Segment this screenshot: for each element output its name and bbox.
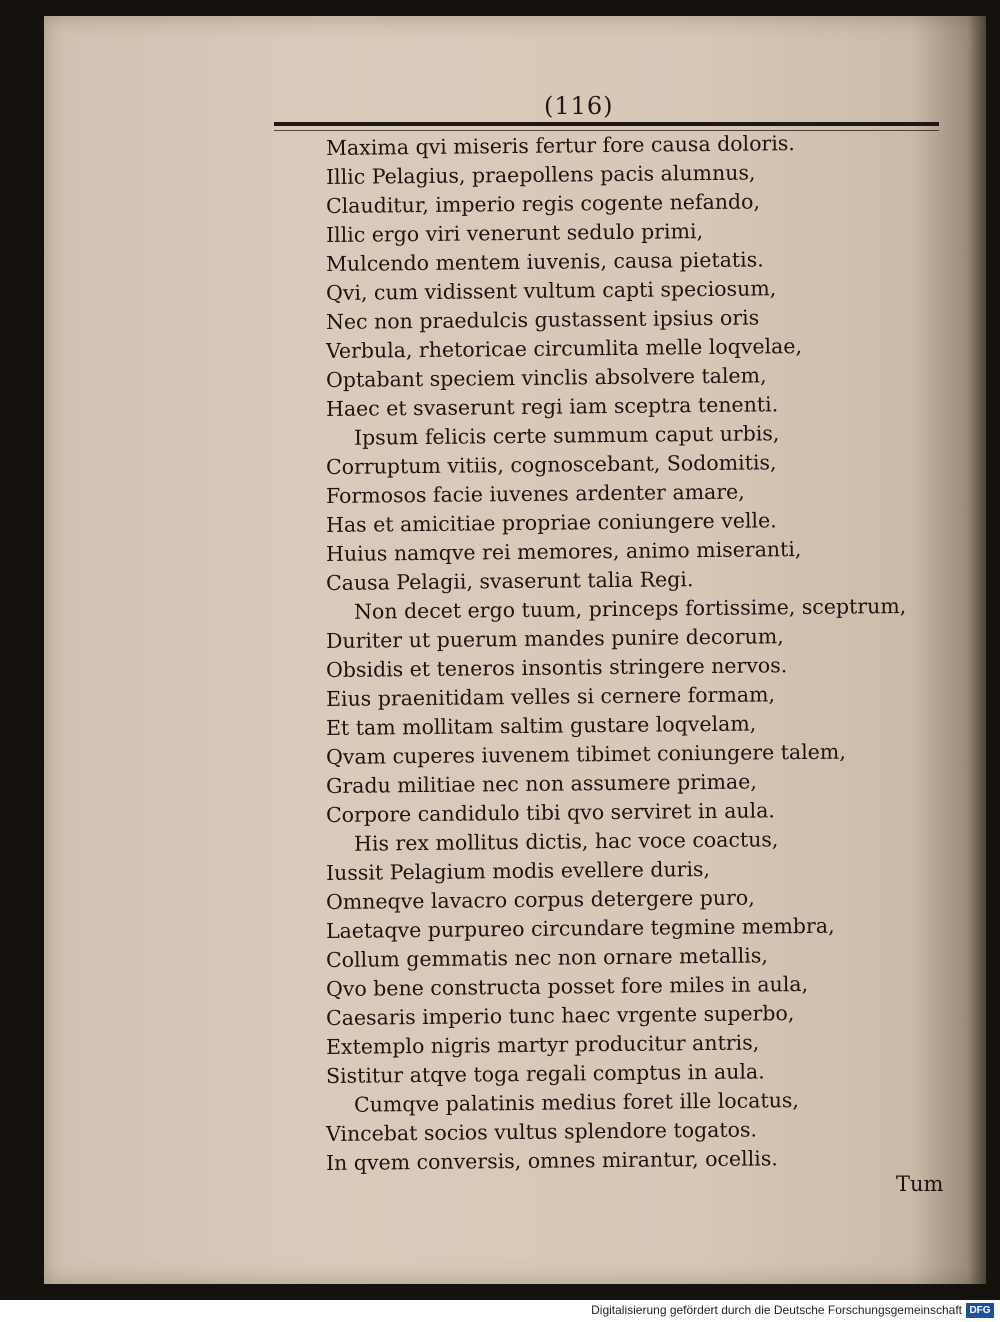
text-line: Ipsum felicis certe summum caput urbis, [353,421,780,450]
text-line: Causa Pelagii, svaserunt talia Regi. [325,567,694,595]
page-number: (116) [544,92,614,120]
text-line: Nec non praedulcis gustassent ipsius oris [325,305,760,334]
text-line: Qvo bene constructa posset fore miles in aula, [325,971,809,1001]
text-line: Iussit Pelagium modis evellere duris, [325,856,711,885]
page-header [44,92,986,132]
text-line: Laetaqve purpureo circundare tegmine membra, [325,913,835,943]
poem-text [325,131,966,1178]
funding-credit: Digitalisierung gefördert durch die Deutsche Forschungsgemeinschaft [591,1303,962,1317]
text-line: Caesaris imperio tunc haec vrgente superbo, [325,1001,795,1030]
text-line: Collum gemmatis nec non ornare metallis, [325,943,768,972]
text-line: Huius namqve rei memores, animo miseranti, [325,537,802,566]
text-line: Sistitur atqve toga regali comptus in aula. [325,1059,765,1088]
text-line: Obsidis et teneros insontis stringere nervos. [325,653,788,682]
text-line: Verbula, rhetoricae circumlita melle loqvelae, [325,334,803,363]
text-line: Clauditur, imperio regis cogente nefando, [325,189,761,218]
text-line: Optabant speciem vinclis absolvere talem, [325,363,767,392]
text-line: Maxima qvi miseris fertur fore causa doloris. [325,131,796,160]
page-gutter-shadow [968,16,986,1284]
text-line: Mulcendo mentem iuvenis, causa pietatis. [325,247,764,276]
catchword: Tum [896,1172,944,1196]
text-line: Gradu militiae nec non assumere primae, [325,769,757,798]
text-line: Non decet ergo tuum, princeps fortissime, sceptrum, [353,593,907,624]
text-line: Illic Pelagius, praepollens pacis alumnus, [325,160,756,189]
text-line: Corruptum vitiis, cognoscebant, Sodomitis, [325,450,777,479]
header-rule [274,122,939,126]
text-line: Duriter ut puerum mandes punire decorum, [325,624,784,653]
text-line: Omneqve lavacro corpus detergere puro, [325,885,755,914]
text-line: Extemplo nigris martyr producitur antris, [325,1030,760,1059]
text-line: Has et amicitiae propriae coniungere velle. [325,508,777,537]
text-line: Corpore candidulo tibi qvo serviret in aula. [325,798,775,827]
text-line: Haec et svaserunt regi iam sceptra tenenti. [325,392,779,421]
text-line: In qvem conversis, omnes mirantur, ocellis. [325,1146,778,1175]
text-line: Et tam mollitam saltim gustare loqvelam, [325,711,757,740]
text-line: Cumqve palatinis medius foret ille locatus, [353,1088,800,1117]
text-line: Illic ergo viri venerunt sedulo primi, [325,219,704,247]
footer-bar [0,1300,1000,1322]
text-line: Qvi, cum vidissent vultum capti speciosum, [325,276,777,305]
text-line: Eius praenitidam velles si cernere formam, [325,682,776,711]
text-line: His rex mollitus dictis, hac voce coactus, [353,827,779,856]
text-line: Qvam cuperes iuvenem tibimet coniungere talem, [325,739,846,769]
dfg-logo-icon: DFG [966,1303,994,1318]
text-line: Formosos facie iuvenes ardenter amare, [325,479,745,508]
text-line: Vincebat socios vultus splendore togatos. [325,1117,758,1146]
book-page [44,16,986,1284]
